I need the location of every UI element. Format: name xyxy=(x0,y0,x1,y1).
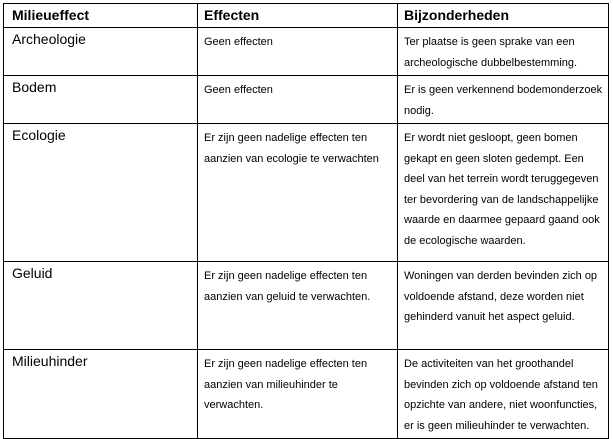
environmental-effects-table xyxy=(3,3,609,439)
effect-detail: De activiteiten van het groothandel bevinden zich op voldoende afstand ten opzichte van andere, niet woonfuncties, er is geen milieuhinder te verwachten. xyxy=(398,350,609,439)
table-row xyxy=(4,262,609,350)
effect-name: Geluid xyxy=(4,262,198,350)
effect-value: Geen effecten xyxy=(198,76,398,124)
effect-value: Er zijn geen nadelige effecten ten aanzien van milieuhinder te verwachten. xyxy=(198,350,398,439)
table-row xyxy=(4,124,609,262)
table-row xyxy=(4,28,609,76)
effect-detail: Ter plaatse is geen sprake van een archeologische dubbelbestemming. xyxy=(398,28,609,76)
table-header-row xyxy=(4,4,609,28)
effect-detail: Er wordt niet gesloopt, geen bomen gekapt en geen sloten gedempt. Een deel van het terrein wordt teruggegeven ter bevordering van de landschappelijke waarde en daarmee gepaard gaand ook de ecologische waarden. xyxy=(398,124,609,262)
effect-value: Er zijn geen nadelige effecten ten aanzien van geluid te verwachten. xyxy=(198,262,398,350)
effect-name: Milieuhinder xyxy=(4,350,198,439)
header-effecten: Effecten xyxy=(198,4,398,28)
effect-name: Bodem xyxy=(4,76,198,124)
table-row xyxy=(4,76,609,124)
effect-detail: Woningen van derden bevinden zich op voldoende afstand, deze worden niet gehinderd vanuit het aspect geluid. xyxy=(398,262,609,350)
table-row xyxy=(4,350,609,439)
header-bijzonderheden: Bijzonderheden xyxy=(398,4,609,28)
effect-name: Archeologie xyxy=(4,28,198,76)
effect-name: Ecologie xyxy=(4,124,198,262)
effect-value: Er zijn geen nadelige effecten ten aanzien van ecologie te verwachten xyxy=(198,124,398,262)
effect-detail: Er is geen verkennend bodemonderzoek nodig. xyxy=(398,76,609,124)
effect-value: Geen effecten xyxy=(198,28,398,76)
header-milieueffect: Milieueffect xyxy=(4,4,198,28)
